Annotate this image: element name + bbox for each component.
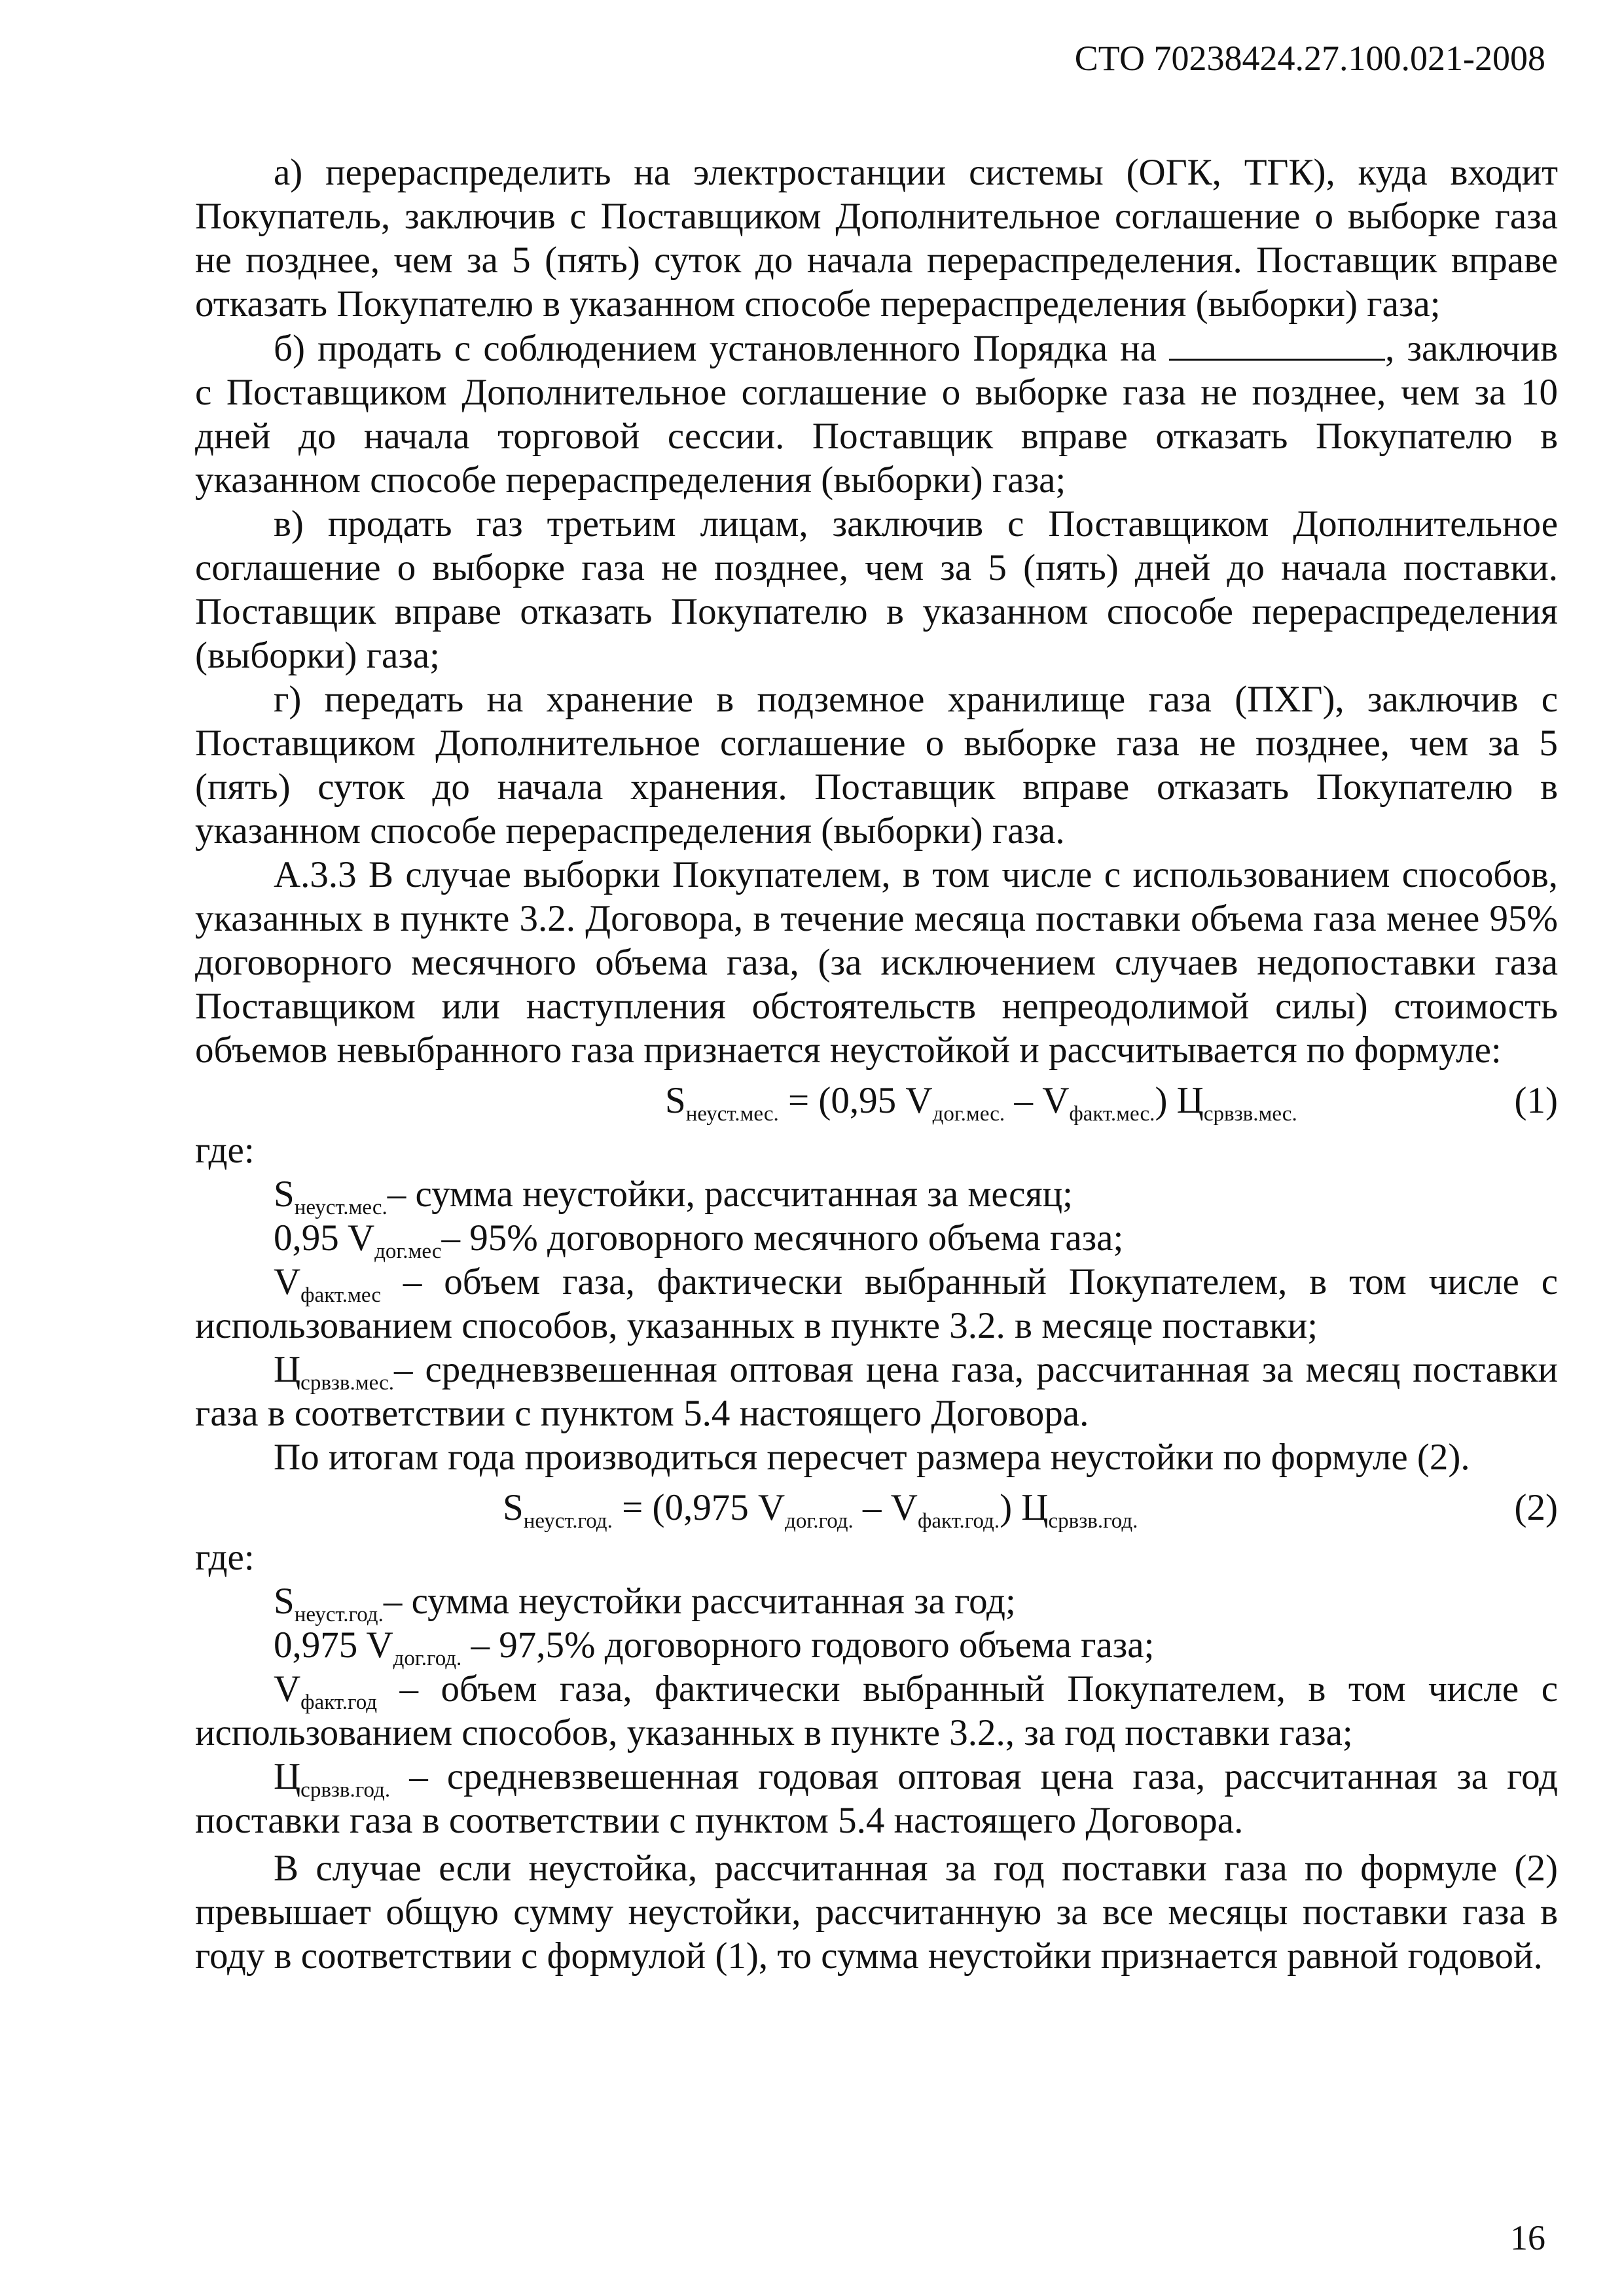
where-label-2: где: <box>195 1537 255 1578</box>
formula-1-expression: $S_{неуст.мес.} = (0,95$ $V_{дог.мес.} - V_{факт.мес.}$) $Ц_{срвзв.мес.}$ <box>665 1080 1297 1126</box>
paragraph-b <box>195 326 1558 502</box>
definition-s-month: $S_{неуст.мес.}-$ сумма неустойки, рассчитанная за месяц; <box>274 1174 1073 1219</box>
definition-v-actual-year: $V_{факт.год}$ – объем газа, фактически выбранный Покупателем, в том числе с использованием способов, указанных в пункте 3.2., за год поставки газа; <box>195 1668 1558 1753</box>
formula-2-expression: $S_{неуст.год.} = (0,975$ $V_{дог.год.} - V_{факт.год.}$) $Ц_{срвзв.год.}$ <box>503 1487 1138 1533</box>
document-code-header: СТО 70238424.27.100.021-2008 <box>1074 39 1545 78</box>
where-label-1: где: <box>195 1130 255 1171</box>
formula-1-number: (1) <box>1514 1080 1558 1121</box>
definition-v-contract-year: 0,975 $V_{дог.год.} - 97,5\%$ договорного годового объема газа; <box>274 1624 1155 1670</box>
recalculation-paragraph: По итогам года производиться пересчет размера неустойки по формуле (2). <box>274 1437 1470 1478</box>
definition-v-actual-month: $V_{факт.мес}$ – объем газа, фактически выбранный Покупателем, в том числе с использованием способов, указанных в пункте 3.2. в месяце поставки; <box>195 1261 1558 1346</box>
final-paragraph: В случае если неустойка, рассчитанная за год поставки газа по формуле (2) превышает общую сумму неустойки, рассчитанную за все месяцы поставки газа в году в соответствии с формулой (1), то сумма неустойки признается равной годовой. <box>195 1848 1558 1977</box>
definition-v-contract-month: 0,95 $V_{дог.мес}-$ 95% договорного месячного объема газа; <box>274 1217 1124 1263</box>
paragraph-a: а) перераспределить на электростанции системы (ОГК, ТГК), куда входит Покупатель, заключив с Поставщиком Дополнительное соглашение о выборке газа не позднее, чем за 5 (пять) суток до начала перераспределения. Поставщик вправе отказать Покупателю в указанном способе перераспределения (выборки) газа; <box>195 152 1558 325</box>
paragraph-a33: А.3.3 В случае выборки Покупателем, в том числе с использованием способов, указанных в пункте 3.2. Договора, в течение месяца поставки объема газа менее 95% договорного месячного объема газа, (за исключением случаев недопоставки газа Поставщиком или наступления обстоятельств непреодолимой силы) стоимость объемов невыбранного газа признается неустойкой и рассчитывается по формуле: <box>195 854 1558 1071</box>
page-number: 16 <box>1510 2218 1545 2257</box>
paragraph-g: г) передать на хранение в подземное хранилище газа (ПХГ), заключив с Поставщиком Дополнительное соглашение о выборке газа не позднее, чем за 5 (пять) суток до начала хранения. Поставщик вправе отказать Покупателю в указанном способе перераспределения (выборки) газа. <box>195 679 1558 852</box>
formula-2 <box>195 1483 1558 1535</box>
blank-field-line <box>1169 326 1385 361</box>
paragraph-b-end: , заключив с Поставщиком Дополнительное соглашение о выборке газа не позднее, чем за 10 дней до начала торговой сессии. Поставщик вправе отказать Покупателю в указанном способе перераспределения (выборки) газа; <box>195 328 1558 501</box>
paragraph-v: в) продать газ третьим лицам, заключив с Поставщиком Дополнительное соглашение о выборке газа не позднее, чем за 5 (пять) дней до начала поставки. Поставщик вправе отказать Покупателю в указанном способе перераспределения (выборки) газа; <box>195 503 1558 676</box>
formula-1 <box>195 1076 1558 1128</box>
definition-price-year: $Ц_{срвзв.год.}$ – средневзвешенная годовая оптовая цена газа, рассчитанная за год поставки газа в соответствии с пунктом 5.4 настоящего Договора. <box>195 1756 1558 1841</box>
paragraph-b-start: б) продать с соблюдением установленного Порядка на <box>274 328 1170 369</box>
formula-2-number: (2) <box>1514 1487 1558 1528</box>
definition-price-month: $Ц_{срвзв.мес.}-$ средневзвешенная оптовая цена газа, рассчитанная за месяц поставки газа в соответствии с пунктом 5.4 настоящего Договора. <box>195 1349 1558 1434</box>
document-body <box>195 151 1558 1978</box>
definition-s-year: $S_{неуст.год.}-$ сумма неустойки рассчитанная за год; <box>274 1581 1016 1626</box>
